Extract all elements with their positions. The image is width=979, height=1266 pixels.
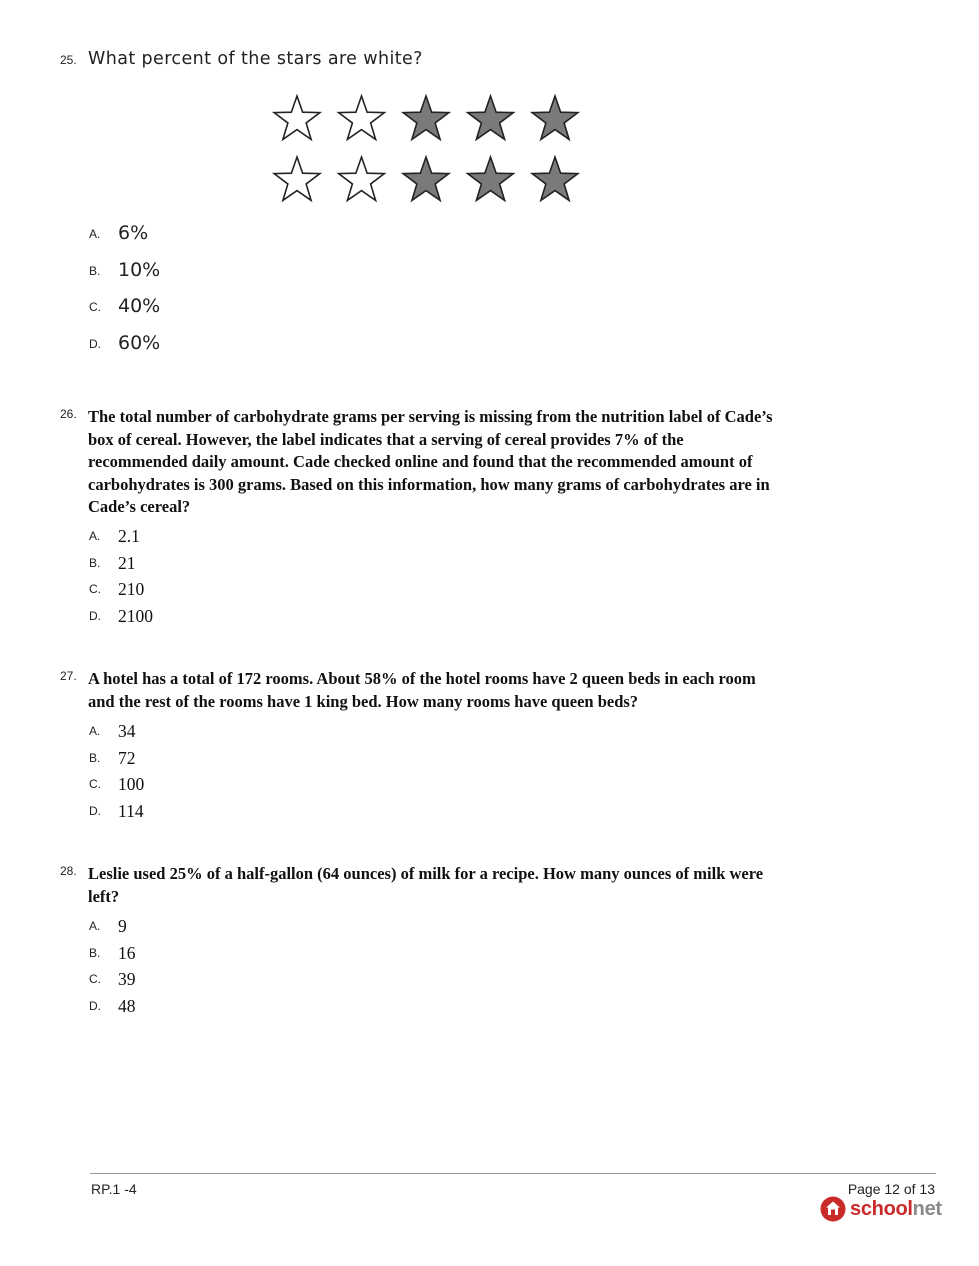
- option-value: 60%: [118, 332, 161, 354]
- option-value: 6%: [118, 222, 149, 244]
- logo-text-school: school: [850, 1197, 913, 1220]
- option-label: C.: [89, 777, 101, 791]
- option-value: 72: [118, 748, 136, 768]
- gray-star-icon: [532, 96, 578, 139]
- question-number: 26.: [60, 407, 77, 421]
- question-text: What percent of the stars are white?: [88, 49, 423, 69]
- standard-code: RP.1 -4: [91, 1181, 137, 1197]
- question-number: 27.: [60, 669, 77, 683]
- option-label: D.: [89, 609, 101, 623]
- option-value: 9: [118, 916, 127, 936]
- option-value: 34: [118, 721, 136, 741]
- gray-star-icon: [468, 96, 514, 139]
- option-value: 48: [118, 996, 136, 1016]
- option-value: 21: [118, 553, 136, 573]
- question-text: The total number of carbohydrate grams per serving is missing from the nutrition label of Cade’s box of cereal. However, the label indicates that a serving of cereal provides 7% of the recommended daily amount. Cade checked online and found that the recommended amount of carbohydrates is 300 grams. Based on this information, how many grams of carbohydrates are in Cade’s cereal?: [88, 407, 773, 516]
- option-label: B.: [89, 556, 101, 570]
- white-star-icon: [339, 157, 385, 200]
- footer-divider: [90, 1173, 936, 1174]
- option-label: B.: [89, 751, 101, 765]
- option-value: 10%: [118, 259, 161, 281]
- house-icon: [820, 1196, 846, 1222]
- option-value: 2.1: [118, 526, 140, 546]
- option-label: D.: [89, 337, 101, 351]
- gray-star-icon: [468, 157, 514, 200]
- option-label: B.: [89, 946, 101, 960]
- option-label: A.: [89, 919, 101, 933]
- question-number: 28.: [60, 864, 77, 878]
- gray-star-icon: [532, 157, 578, 200]
- option-label: C.: [89, 972, 101, 986]
- star-figure: [268, 90, 588, 208]
- option-value: 16: [118, 943, 136, 963]
- question-number: 25.: [60, 53, 77, 67]
- option-value: 100: [118, 774, 145, 794]
- option-label: D.: [89, 999, 101, 1013]
- question-text: A hotel has a total of 172 rooms. About 58% of the hotel rooms have 2 queen beds in each room and the rest of the rooms have 1 king bed. How many rooms have queen beds?: [88, 669, 756, 711]
- gray-star-icon: [403, 96, 449, 139]
- white-star-icon: [339, 96, 385, 139]
- question-text: Leslie used 25% of a half-gallon (64 ounces) of milk for a recipe. How many ounces of milk were left?: [88, 864, 764, 906]
- option-value: 40%: [118, 295, 161, 317]
- option-value: 114: [118, 801, 144, 821]
- white-star-icon: [274, 157, 320, 200]
- schoolnet-logo: [820, 1195, 942, 1223]
- logo-wordmark: [850, 1198, 942, 1221]
- option-label: A.: [89, 724, 101, 738]
- option-label: C.: [89, 582, 101, 596]
- option-value: 2100: [118, 606, 153, 626]
- option-label: D.: [89, 804, 101, 818]
- option-label: C.: [89, 300, 101, 314]
- option-value: 39: [118, 969, 136, 989]
- option-label: A.: [89, 529, 101, 543]
- logo-text-net: net: [912, 1197, 942, 1220]
- option-label: B.: [89, 264, 101, 278]
- white-star-icon: [274, 96, 320, 139]
- option-value: 210: [118, 579, 145, 599]
- page-number: Page 12 of 13: [847, 1181, 935, 1197]
- gray-star-icon: [403, 157, 449, 200]
- option-label: A.: [89, 227, 101, 241]
